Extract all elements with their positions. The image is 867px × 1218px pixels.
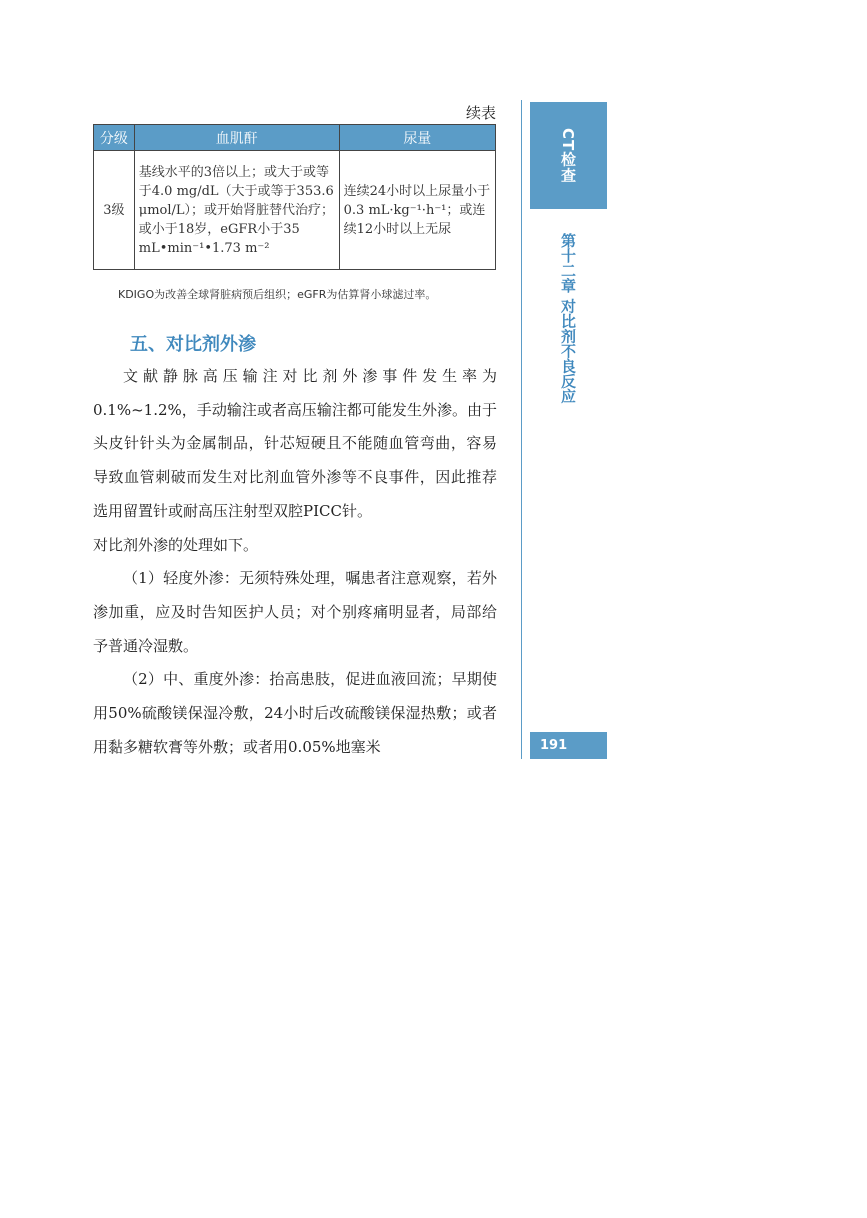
- cell-urine-output: 连续24小时以上尿量小于0.3 mL·kg⁻¹·h⁻¹；或连续12小时以上无尿: [339, 151, 495, 270]
- section-tab-label: CT检查: [559, 127, 577, 184]
- margin-divider: [521, 100, 522, 759]
- aki-grade-table: [93, 124, 496, 270]
- paragraph: 对比剂外渗的处理如下。: [93, 535, 259, 554]
- continued-table-label: 续表: [465, 104, 496, 122]
- paragraph: 文献静脉高压输注对比剂外渗事件发生率为0.1%~1.2%，手动输注或者高压输注都可能发生外渗。由于头皮针针头为金属制品，针芯短硬且不能随血管弯曲，容易导致血管刺破而发生对比剂血管外渗等不良事件，因此推荐选用留置针或耐高压注射型双腔PICC针。: [93, 367, 497, 520]
- section-title: 五、对比剂外渗: [130, 334, 256, 355]
- table-header-row: [94, 125, 496, 151]
- chapter-label: 第十二章 对比剂不良反应: [559, 233, 577, 404]
- section-tab: [530, 102, 607, 209]
- header-creatinine: 血肌酐: [134, 125, 339, 151]
- cell-creatinine: 基线水平的3倍以上；或大于或等于4.0 mg/dL（大于或等于353.6 μmol/L）；或开始肾脏替代治疗；或小于18岁，eGFR小于35 mL•min⁻¹•1.73 m⁻²: [134, 151, 339, 270]
- paragraph: （2）中、重度外渗：抬高患肢，促进血液回流；早期使用50%硫酸镁保湿冷敷，24小时后改硫酸镁保湿热敷；或者用黏多糖软膏等外敷；或者用0.05%地塞米: [93, 670, 497, 756]
- table-row: [94, 151, 496, 270]
- body-text: [93, 360, 497, 764]
- header-grade: 分级: [94, 125, 135, 151]
- cell-grade: 3级: [94, 151, 135, 270]
- paragraph: （1）轻度外渗：无须特殊处理，嘱患者注意观察，若外渗加重，应及时告知医护人员；对个别疼痛明显者，局部给予普通冷湿敷。: [93, 569, 497, 655]
- page-number: 191: [530, 732, 607, 759]
- chapter-marker: [548, 233, 588, 433]
- table-footnote: KDIGO为改善全球肾脏病预后组织；eGFR为估算肾小球滤过率。: [118, 288, 437, 301]
- header-urine-output: 尿量: [339, 125, 495, 151]
